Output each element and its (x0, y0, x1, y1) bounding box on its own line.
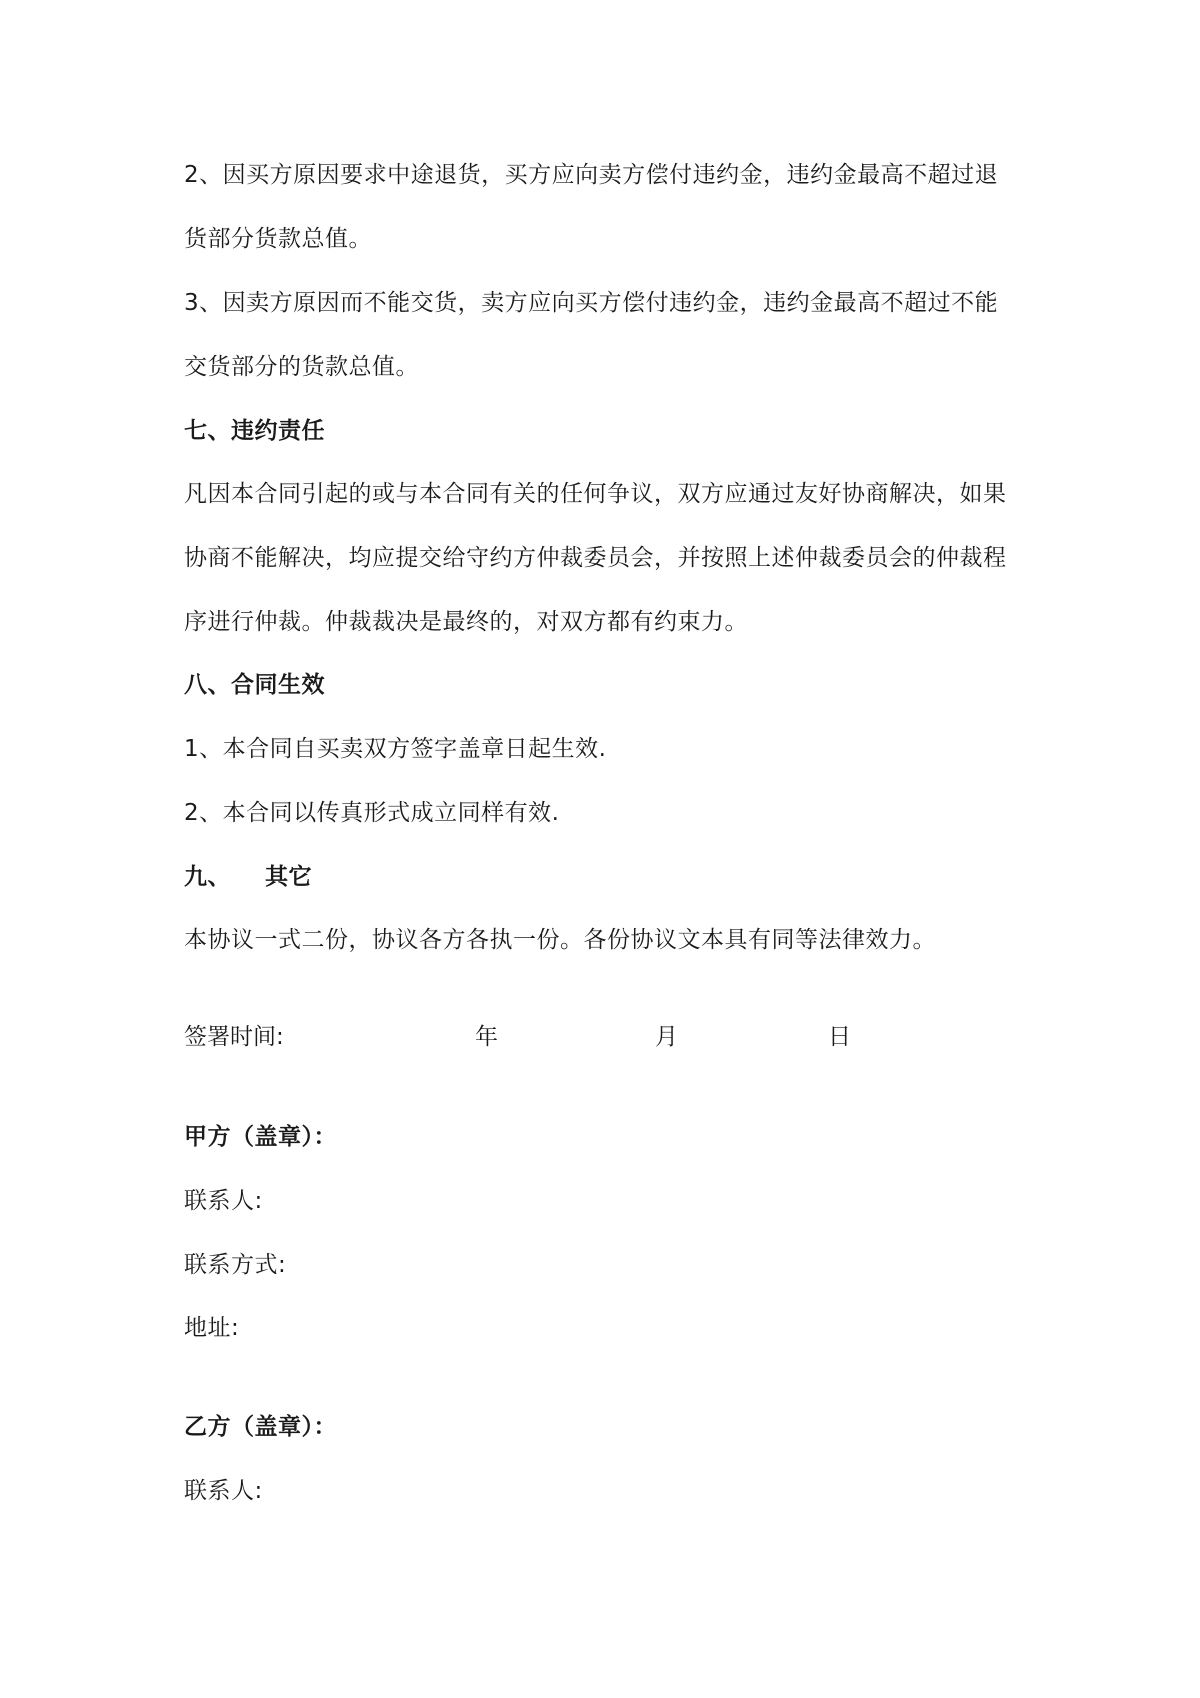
clause-6-item-3-line-1: 3、因卖方原因而不能交货，卖方应向买方偿付违约金，违约金最高不超过不能 (184, 290, 999, 316)
section-8-heading: 八、合同生效 (184, 672, 325, 698)
party-a-contact-method: 联系方式: (184, 1252, 287, 1278)
section-8-item-2: 2、本合同以传真形式成立同样有效. (184, 800, 560, 826)
party-a-title: 甲方（盖章）： (184, 1124, 337, 1150)
signing-date-label: 签署时间: (184, 1024, 284, 1050)
section-9-paragraph: 本协议一式二份，协议各方各执一份。各份协议文本具有同等法律效力。 (184, 927, 936, 953)
section-9-heading-text: 其它 (265, 864, 312, 890)
party-b-title: 乙方（盖章）： (184, 1414, 337, 1440)
clause-6-item-3-line-2: 交货部分的货款总值。 (184, 354, 419, 380)
party-a-contact: 联系人: (184, 1188, 263, 1214)
section-9-heading (184, 862, 1024, 892)
section-8-item-1: 1、本合同自买卖双方签字盖章日起生效. (184, 736, 607, 762)
section-7-heading: 七、违约责任 (184, 418, 325, 444)
clause-6-item-2-line-1: 2、因买方原因要求中途退货，买方应向卖方偿付违约金，违约金最高不超过退 (184, 162, 999, 188)
clause-6-item-2-line-2: 货部分货款总值。 (184, 226, 372, 252)
signing-date-month: 月 (655, 1024, 678, 1050)
section-7-paragraph-line-1: 凡因本合同引起的或与本合同有关的任何争议，双方应通过友好协商解决，如果 (184, 481, 1007, 507)
signing-date-day: 日 (828, 1024, 851, 1050)
signing-date-year: 年 (475, 1024, 498, 1050)
party-a-address: 地址: (184, 1315, 240, 1341)
party-b-contact: 联系人: (184, 1478, 263, 1504)
section-7-paragraph-line-2: 协商不能解决，均应提交给守约方仲裁委员会，并按照上述仲裁委员会的仲裁程 (184, 545, 1007, 571)
section-9-heading-number: 九、 (184, 864, 231, 890)
section-7-paragraph-line-3: 序进行仲裁。仲裁裁决是最终的，对双方都有约束力。 (184, 609, 748, 635)
